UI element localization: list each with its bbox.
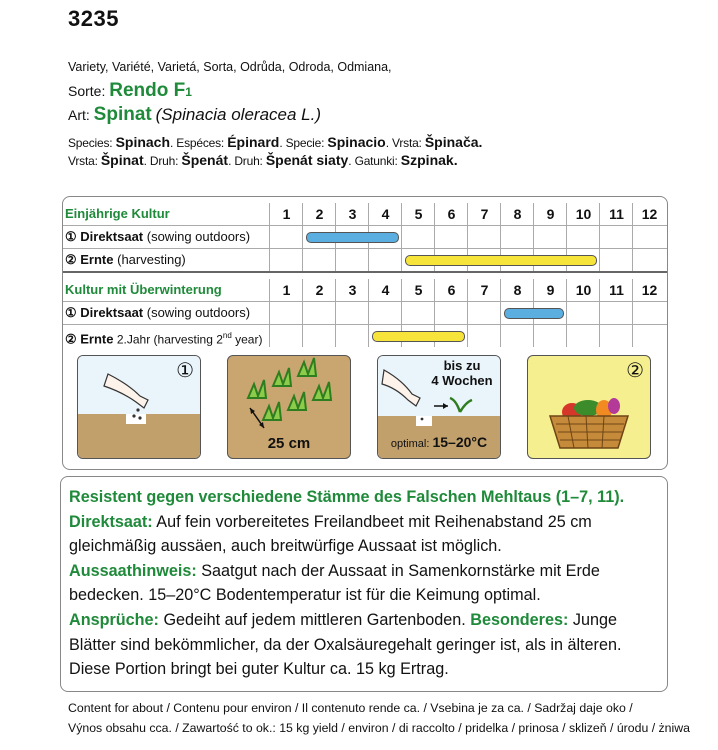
besonderes-label: Besonderes: <box>470 610 569 629</box>
period-bar <box>504 308 564 319</box>
period-bar <box>405 255 597 266</box>
month-cell <box>632 302 666 324</box>
species-value: Špinača. <box>424 134 483 150</box>
footer-yield <box>68 698 690 738</box>
month-cell <box>500 325 534 347</box>
species-value: Spinacio <box>327 134 386 150</box>
month-cell <box>368 249 402 271</box>
month-label: 7 <box>467 279 501 301</box>
product-code: 3235 <box>68 6 119 31</box>
sorte-label: Sorte: <box>68 83 106 99</box>
species-line-1 <box>68 133 482 152</box>
row-spacing-label: 25 cm <box>267 435 311 452</box>
month-header <box>269 279 665 301</box>
species-label: Vrsta: <box>68 154 101 168</box>
month-label: 8 <box>500 279 534 301</box>
art-label: Art: <box>68 107 90 123</box>
month-cell <box>335 325 369 347</box>
species-label: . Specie: <box>279 136 328 150</box>
section-header: Kultur mit Überwinterung <box>65 282 222 297</box>
pictogram-spacing <box>227 355 351 459</box>
month-label: 4 <box>368 279 402 301</box>
month-label: 2 <box>302 279 336 301</box>
month-cell <box>599 249 633 271</box>
month-label: 12 <box>632 203 666 225</box>
ansprueche-label: Ansprüche: <box>69 610 159 629</box>
month-cell <box>566 302 600 324</box>
besonderes-text: Junge Blätter sind bekömmlicher, da der Oxalsäuregehalt geringer ist, als in älteren. Diese Portion bringt bei guter Kultur ca. 15 kg Ertrag. <box>69 610 622 679</box>
month-cell <box>269 302 303 324</box>
month-label: 11 <box>599 203 633 225</box>
period-bar <box>372 331 465 342</box>
month-cell <box>434 302 468 324</box>
month-label: 4 <box>368 203 402 225</box>
month-cell <box>269 249 303 271</box>
species-value: Spinach <box>115 134 171 150</box>
species-label: . Vrsta: <box>385 136 425 150</box>
description-box <box>60 476 668 692</box>
month-cell <box>467 226 501 248</box>
art-line <box>68 104 321 126</box>
month-cell <box>401 226 435 248</box>
month-label: 6 <box>434 279 468 301</box>
month-cells <box>269 325 665 347</box>
description-text <box>69 485 663 682</box>
pictogram-harvest <box>527 355 651 459</box>
species-label: Species: <box>68 136 116 150</box>
month-cell <box>302 302 336 324</box>
month-cell <box>599 325 633 347</box>
germination-duration: bis zu 4 Wochen <box>431 358 493 388</box>
month-label: 10 <box>566 203 600 225</box>
month-label: 3 <box>335 203 369 225</box>
month-label: 12 <box>632 279 666 301</box>
direktsaat-label: Direktsaat: <box>69 512 153 531</box>
pictogram-sowing <box>77 355 201 459</box>
month-label: 2 <box>302 203 336 225</box>
species-value: Szpinak. <box>400 152 458 168</box>
species-line-2 <box>68 151 458 170</box>
month-label: 11 <box>599 279 633 301</box>
footer-line-2: Výnos obsahu cca. / Zawartość to ok.: 15 kg yield / environ / di raccolto / pridelka / prinosa / sklizeň / úrodu / żniwa <box>68 721 690 735</box>
calendar-row-harvest-1 <box>63 249 667 271</box>
month-label: 1 <box>269 203 303 225</box>
month-cells <box>269 249 665 271</box>
sorte-sub: 1 <box>185 85 192 99</box>
month-label: 10 <box>566 279 600 301</box>
species-value: Épinard <box>227 134 280 150</box>
germination-temp: optimal: 15–20°C <box>390 434 488 450</box>
species-label: . Druh: <box>228 154 266 168</box>
aussaathinweis-text: Saatgut nach der Aussaat in Samenkornstärke mit Erde bedecken. 15–20°C Bodentemperatur ist für die Keimung optimal. <box>69 561 600 605</box>
calendar-header-row-2 <box>63 279 667 301</box>
month-cell <box>401 302 435 324</box>
month-label: 5 <box>401 279 435 301</box>
headline: Resistent gegen verschiedene Stämme des Falschen Mehltaus (1–7, 11). <box>69 488 625 506</box>
calendar-row-sow-2 <box>63 302 667 324</box>
art-value: Spinat <box>93 104 152 125</box>
calendar-row-harvest-2 <box>63 325 667 347</box>
row-label: ① Direktsaat (sowing outdoors) <box>65 229 251 244</box>
species-value: Špenát siaty <box>265 152 349 168</box>
ansprueche-text: Gedeiht auf jedem mittleren Gartenboden. <box>158 610 471 629</box>
month-cell <box>335 302 369 324</box>
month-label: 7 <box>467 203 501 225</box>
month-cell <box>500 226 534 248</box>
period-bar <box>306 232 399 243</box>
row-label: ② Ernte (harvesting) <box>65 252 186 267</box>
month-label: 1 <box>269 279 303 301</box>
row-label: ② Ernte 2.Jahr (harvesting 2nd year) <box>65 331 263 347</box>
month-label: 9 <box>533 279 567 301</box>
month-header <box>269 203 665 225</box>
species-label: . Espéces: <box>170 136 228 150</box>
variety-labels: Variety, Variété, Varietá, Sorta, Odrůda, Odroda, Odmiana, <box>68 60 392 74</box>
month-cell <box>599 226 633 248</box>
art-latin: (Spinacia oleracea L.) <box>155 105 321 124</box>
month-cells <box>269 302 665 324</box>
footer-line-1: Content for about / Contenu pour environ / Il contenuto rende ca. / Vsebina je za ca. / Sadržaj daje oko / <box>68 701 633 715</box>
calendar-row-sow-1 <box>63 226 667 248</box>
sorte-line <box>68 80 192 102</box>
month-cell <box>368 302 402 324</box>
pictogram-germination <box>377 355 501 459</box>
month-cell <box>533 226 567 248</box>
month-label: 3 <box>335 279 369 301</box>
month-cell <box>632 325 666 347</box>
month-cell <box>566 226 600 248</box>
month-cell <box>599 302 633 324</box>
section-header: Einjährige Kultur <box>65 206 170 221</box>
month-label: 6 <box>434 203 468 225</box>
row-label: ① Direktsaat (sowing outdoors) <box>65 305 251 320</box>
month-cell <box>632 226 666 248</box>
aussaathinweis-label: Aussaathinweis: <box>69 561 197 580</box>
month-cell <box>335 249 369 271</box>
calendar-header-row-1 <box>63 203 667 225</box>
species-value: Špenát <box>181 152 229 168</box>
month-cell <box>533 325 567 347</box>
month-cell <box>302 325 336 347</box>
month-label: 9 <box>533 203 567 225</box>
month-cell <box>632 249 666 271</box>
month-cell <box>467 302 501 324</box>
species-label: . Gatunki: <box>348 154 401 168</box>
month-cell <box>566 325 600 347</box>
month-cell <box>269 325 303 347</box>
month-label: 8 <box>500 203 534 225</box>
step-number: ② <box>626 360 644 382</box>
month-cell <box>434 226 468 248</box>
month-label: 5 <box>401 203 435 225</box>
sowing-calendar <box>62 196 668 470</box>
direktsaat-text: Auf fein vorbereitetes Freilandbeet mit Reihenabstand 25 cm gleichmäßig aussäen, auch breitwürfige Aussaat ist möglich. <box>69 512 592 556</box>
step-number: ① <box>176 360 194 382</box>
species-value: Špinat <box>100 152 144 168</box>
species-label: . Druh: <box>143 154 182 168</box>
month-cell <box>269 226 303 248</box>
sorte-value: Rendo F <box>109 80 186 101</box>
month-cell <box>302 249 336 271</box>
month-cells <box>269 226 665 248</box>
month-cell <box>467 325 501 347</box>
